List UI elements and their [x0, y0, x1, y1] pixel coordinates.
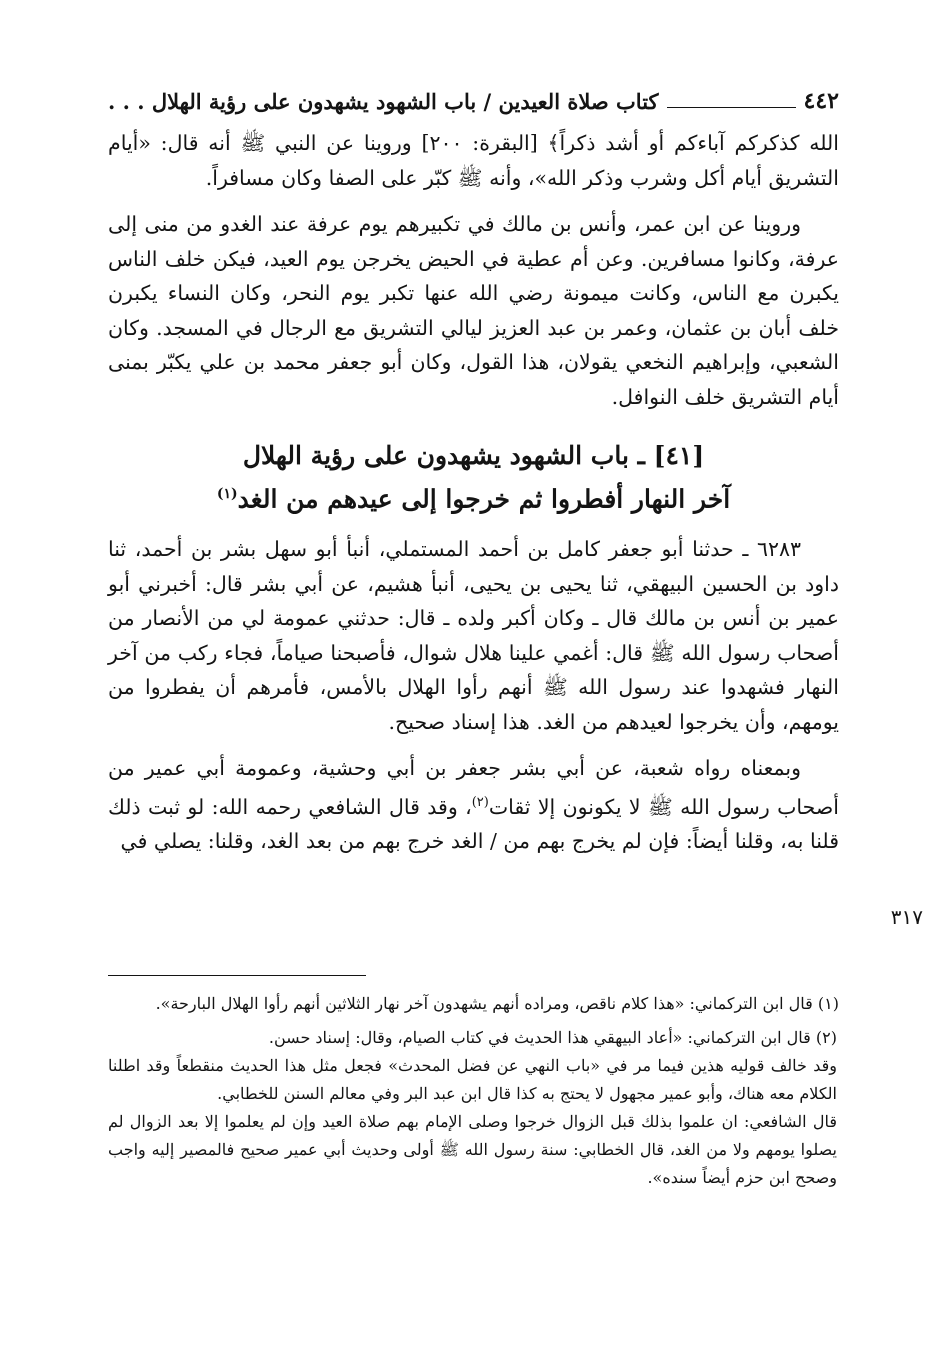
running-header	[108, 80, 839, 114]
paragraph-4	[108, 751, 839, 858]
chapter-heading-line-2-text: آخر النهار أفطروا ثم خرجوا إلى عيدهم من الغد	[237, 484, 731, 514]
footnote-2-line-3: قال الشافعي: ان علموا بذلك قبل الزوال خرجوا وصلى الإمام بهم صلاة العيد وإن لم يعلموا إلا بعد الزوال لم يصلوا يومهم ولا من الغد، قال الخطابي: سنة رسول الله ﷺ أولى وحديث أبي عمير صحيح فالمصير إليه واجب وصحح ابن حزم أيضاً سنده».	[108, 1112, 837, 1187]
running-title: كتاب صلاة العيدين / باب الشهود يشهدون على رؤية الهلال . . .	[108, 89, 659, 114]
footnote-separator	[108, 975, 366, 976]
paragraph-4-part-2: ، وقد قال الشافعي رحمه الله: لو ثبت ذلك قلنا به، وقلنا أيضاً: فإن لم يخرج بهم من / الغد خرج بهم من بعد الغد، وقلنا: يصلي في	[108, 794, 839, 854]
footnote-mark-2: (٢)	[471, 794, 489, 810]
paragraph-2: وروينا عن ابن عمر، وأنس بن مالك في تكبيرهم يوم عرفة عند الغدو من منى إلى عرفة، وكانوا مسافرين. وعن أم عطية في الحيض يخرجن يوم العيد، فيكن خلف الناس يكبرن مع الناس، وكانت ميمونة رضي الله عنها تكبر يوم النحر، وكان النساء يكبرن خلف أبان بن عثمان، وعمر بن عبد العزيز ليالي التشريق مع الرجال في المسجد. وكان الشعبي، وإبراهيم النخعي يقولان، هذا القول، وكان أبو جعفر محمد بن علي يكبّر بمنى أيام التشريق خلف النوافل.	[108, 212, 840, 409]
margin-page-number: ٣١٧	[890, 905, 923, 929]
footnote-2	[108, 1024, 839, 1192]
chapter-heading-line-2	[108, 475, 839, 518]
chapter-heading-line-1: [٤١] ـ باب الشهود يشهدون على رؤية الهلال	[242, 441, 705, 470]
header-rule	[667, 107, 796, 108]
hadith-6283: ٦٢٨٣ ـ حدثنا أبو جعفر كامل بن أحمد المستملي، أنبأ أبو سهل بشر بن أحمد، ثنا داود بن الحسين البيهقي، ثنا يحيى بن يحيى، أنبأ هشيم، عن أبي بشر قال: أخبرني أبو عمير بن أنس بن مالك قال ـ وكان أكبر ولده ـ قال: حدثني عمومة لي من الأنصار من أصحاب رسول الله ﷺ قال: أغمي علينا هلال شوال، فأصبحنا صياماً، فجاء ركب من آخر النهار فشهدوا عند رسول الله ﷺ أنهم رأوا الهلال بالأمس، فأمرهم أن يفطروا من يومهم، وأن يخرجوا لعيدهم من الغد. هذا إسناد صحيح.	[108, 537, 839, 734]
main-text	[108, 126, 839, 859]
footnote-2-line-2: وقد خالف قوليه هذين فيما مر في «باب النهي عن فضل المحدث» فجعل مثل هذا الحديث منقطعاً وقد اطلنا الكلام معه هناك، وأبو عمير مجهول لا يحتج به كذا قال ابن عبد البر وفي معالم السنن للخطابي.	[108, 1056, 837, 1103]
paragraph-1: الله كذكركم آباءكم أو أشد ذكراً﴾ [البقرة: ٢٠٠] وروينا عن النبي ﷺ أنه قال: «أيام التشريق أيام أكل وشرب وذكر الله»، وأنه ﷺ كبّر على الصفا وكان مسافراً.	[108, 131, 840, 190]
page-number: ٤٤٢	[803, 88, 839, 114]
paragraph-4-part-1: وبمعناه رواه شعبة، عن أبي بشر جعفر بن أبي وحشية، وعمومة أبي عمير من أصحاب رسول الله ﷺ لا يكونون إلا ثقات	[108, 756, 839, 819]
footnotes	[108, 990, 839, 1192]
footnote-2-line-1: (٢) قال ابن التركماني: «أعاد البيهقي هذا الحديث في كتاب الصيام، وقال: إسناد حسن.	[268, 1028, 837, 1047]
footnote-mark-1: (١)	[216, 486, 238, 502]
footnote-1: (١) قال ابن التركماني: «هذا كلام ناقص، ومراده أنهم يشهدون آخر نهار الثلاثين أنهم رأوا الهلال البارحة».	[155, 994, 839, 1013]
chapter-heading	[108, 436, 839, 518]
